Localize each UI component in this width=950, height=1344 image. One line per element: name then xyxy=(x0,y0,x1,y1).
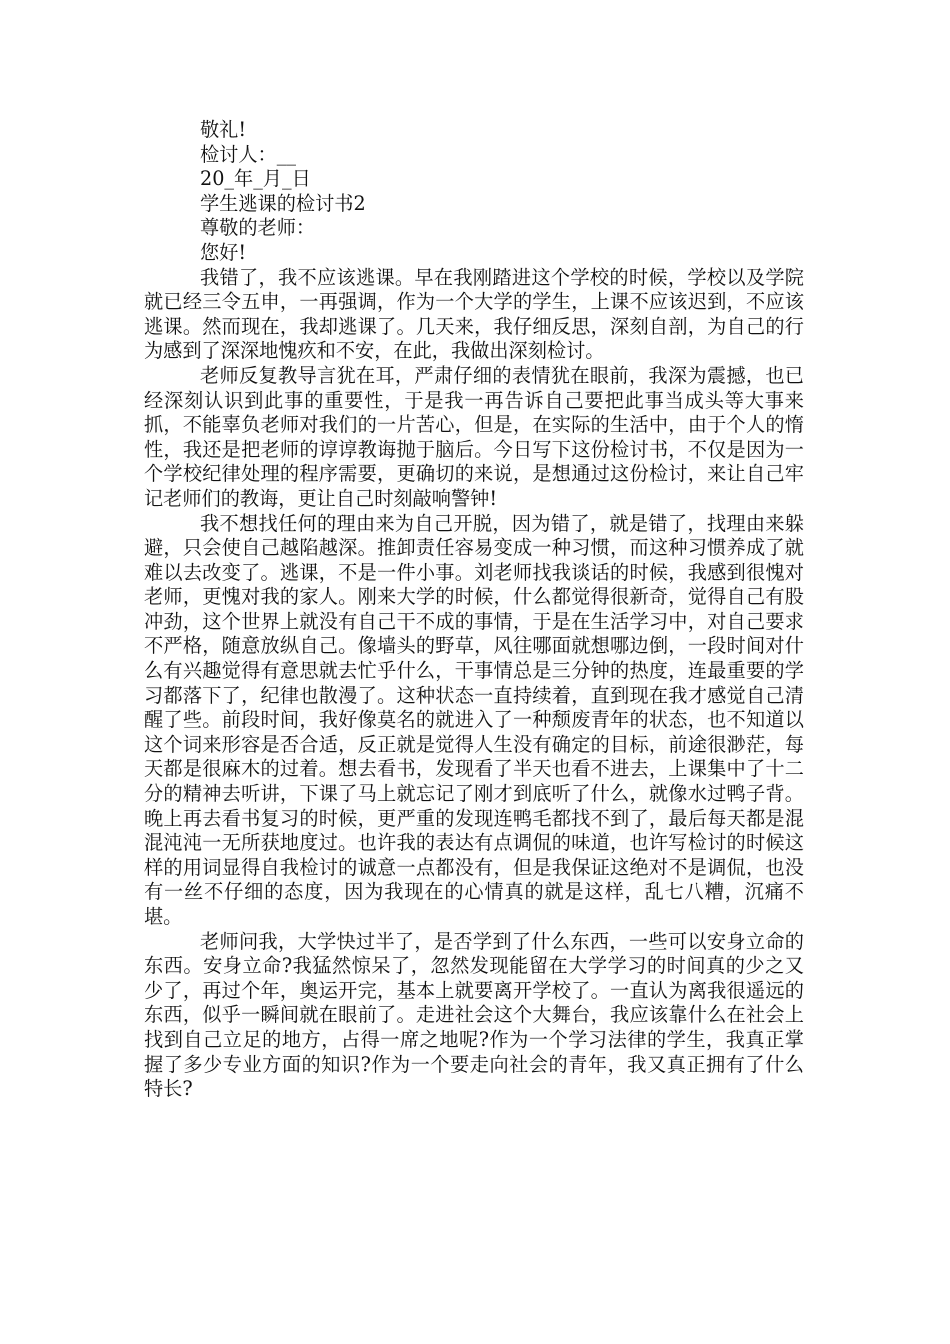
paragraph: 老师问我，大学快过半了，是否学到了什么东西，一些可以安身立命的东西。安身立命?我猛然惊呆了，忽然发现能留在大学学习的时间真的少之又少了，再过个年，奥运开完，基本上就要离开学校了。一直认为离我很遥远的东西，似乎一瞬间就在眼前了。走进社会这个大舞台，我应该靠什么在社会上找到自己立足的地方，占得一席之地呢?作为一个学习法律的学生，我真正掌握了多少专业方面的知识?作为一个要走向社会的青年，我又真正拥有了什么特长? xyxy=(144,929,804,1101)
paragraph: 我错了，我不应该逃课。早在我刚踏进这个学校的时候，学校以及学院就已经三令五申，一再强调，作为一个大学的学生，上课不应该迟到，不应该逃课。然而现在，我却逃课了。几天来，我仔细反思，深刻自剖，为自己的行为感到了深深地愧疚和不安，在此，我做出深刻检讨。 xyxy=(144,265,804,363)
greeting-line: 您好! xyxy=(200,240,247,264)
salutation-line: 尊敬的老师： xyxy=(200,216,316,240)
paragraph: 老师反复教导言犹在耳，严肃仔细的表情犹在眼前，我深为震撼，也已经深刻认识到此事的重要性，于是我一再告诉自己要把此事当成头等大事来抓，不能辜负老师对我们的一片苦心，但是，在实际的生活中，由于个人的惰性，我还是把老师的谆谆教诲抛于脑后。今日写下这份检讨书，不仅是因为一个学校纪律处理的程序需要，更确切的来说，是想通过这份检讨，来让自己牢记老师们的教诲，更让自己时刻敲响警钟! xyxy=(144,363,804,510)
letter-body xyxy=(144,118,804,1102)
signer-line: 检讨人：__ xyxy=(200,142,296,166)
letter-title: 学生逃课的检讨书2 xyxy=(200,191,366,215)
date-line: 20_年_月_日 xyxy=(200,167,311,191)
closing-line: 敬礼! xyxy=(200,118,247,141)
paragraph: 我不想找任何的理由来为自己开脱，因为错了，就是错了，找理由来躲避，只会使自己越陷越深。推卸责任容易变成一种习惯，而这种习惯养成了就难以去改变了。逃课，不是一件小事。刘老师找我谈话的时候，我感到很愧对老师，更愧对我的家人。刚来大学的时候，什么都觉得很新奇，觉得自己有股冲劲，这个世界上就没有自己干不成的事情，于是在生活学习中，对自己要求不严格，随意放纵自己。像墙头的野草，风往哪面就想哪边倒，一段时间对什么有兴趣觉得有意思就去忙乎什么，干事情总是三分钟的热度，连最重要的学习都落下了，纪律也散漫了。这种状态一直持续着，直到现在我才感觉自己清醒了些。前段时间，我好像莫名的就进入了一种颓废青年的状态，也不知道以这个词来形容是否合适，反正就是觉得人生没有确定的目标，前途很渺茫，每天都是很麻木的过着。想去看书，发现看了半天也看不进去，上课集中了十二分的精神去听讲，下课了马上就忘记了刚才到底听了什么，就像水过鸭子背。晚上再去看书复习的时候，更严重的发现连鸭毛都找不到了，最后每天都是混混沌沌一无所获地度过。也许我的表达有点调侃的味道，也许写检讨的时候这样的用词显得自我检讨的诚意一点都没有，但是我保证这绝对不是调侃，也没有一丝不仔细的态度，因为我现在的心情真的就是这样，乱七八糟，沉痛不堪。 xyxy=(144,511,804,928)
